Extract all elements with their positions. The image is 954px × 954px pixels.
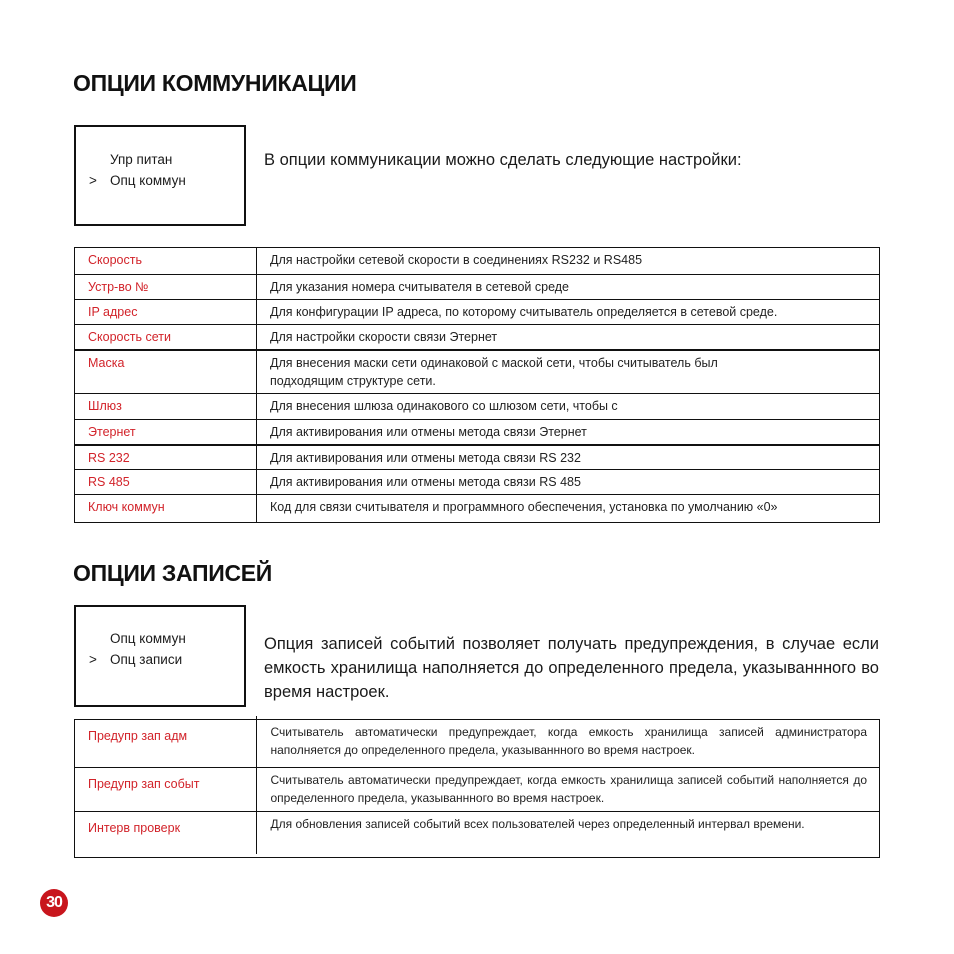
menu-item-selected (89, 173, 186, 188)
column-divider (256, 716, 257, 854)
table-row (75, 350, 880, 394)
table-row (75, 248, 880, 275)
option-description: Считыватель автоматически предупреждает, когда емкость хранилища записей событий наполняется до определенного предела, указываннного во время настроек. (258, 768, 880, 812)
option-name: Шлюз (75, 394, 257, 420)
option-description: Для активирования или отмены метода связи RS 232 (257, 445, 880, 470)
records-options-table (74, 719, 880, 858)
menu-item-label: Опц коммун (110, 173, 186, 188)
option-name: IP адрес (75, 300, 257, 325)
table-row (75, 470, 880, 495)
option-name: Маска (75, 350, 257, 394)
option-name: Предупр зап адм (75, 720, 258, 768)
table-row (75, 325, 880, 350)
menu-item: Опц коммун (110, 631, 186, 646)
table-row (75, 420, 880, 445)
option-name: Скорость (75, 248, 257, 275)
option-description: Для обновления записей событий всех пользователей через определенный интервал времени. (258, 812, 880, 858)
records-intro: Опция записей событий позволяет получать предупреждения, в случае если емкость хранилища наполняется до определенного предела, указываннного во время настроек. (264, 635, 879, 701)
option-name: Этернет (75, 420, 257, 445)
communication-intro: В опции коммуникации можно сделать следующие настройки: (264, 151, 742, 169)
option-name: Ключ коммун (75, 495, 257, 523)
option-name: RS 232 (75, 445, 257, 470)
option-name: Скорость сети (75, 325, 257, 350)
communication-options-table (74, 247, 880, 523)
table-row (75, 394, 880, 420)
option-description: Для настройки скорости связи Этернет (257, 325, 880, 350)
lcd-menu-records (74, 605, 246, 707)
menu-item-selected (89, 652, 183, 667)
menu-item: Упр питан (110, 152, 173, 167)
option-name: Устр-во № (75, 275, 257, 300)
table-row (75, 275, 880, 300)
option-description: Считыватель автоматически предупреждает, когда емкость хранилища записей администратора наполняется до определенного предела, указываннного во время настроек. (258, 720, 880, 768)
table-row (75, 812, 880, 858)
option-description: Код для связи считывателя и программного обеспечения, установка по умолчанию «0» (257, 495, 880, 523)
selection-arrow-icon: > (89, 652, 97, 667)
selection-arrow-icon: > (89, 173, 97, 188)
option-description: Для активирования или отмены метода связи Этернет (257, 420, 880, 445)
section-title-records: ОПЦИИ ЗАПИСЕЙ (73, 560, 273, 586)
table-row (75, 495, 880, 523)
option-description: Для активирования или отмены метода связи RS 485 (257, 470, 880, 495)
option-name: RS 485 (75, 470, 257, 495)
table-row (75, 445, 880, 470)
option-description: Для конфигурации IP адреса, по которому считыватель определяется в сетевой среде. (257, 300, 880, 325)
table-row (75, 720, 880, 768)
page-number-badge: 30 (40, 889, 68, 917)
section-title-communication: ОПЦИИ КОММУНИКАЦИИ (73, 70, 357, 96)
lcd-menu-communication (74, 125, 246, 226)
option-description: Для внесения шлюза одинакового со шлюзом сети, чтобы с (257, 394, 880, 420)
table-row (75, 300, 880, 325)
option-name: Предупр зап событ (75, 768, 258, 812)
table-row (75, 768, 880, 812)
option-description: Для указания номера считывателя в сетевой среде (257, 275, 880, 300)
option-description: Для настройки сетевой скорости в соединениях RS232 и RS485 (257, 248, 880, 275)
option-name: Интерв проверк (75, 812, 258, 858)
option-description: Для внесения маски сети одинаковой с маской сети, чтобы считыватель был подходящим структуре сети. (257, 350, 880, 394)
menu-item-label: Опц записи (110, 652, 183, 667)
